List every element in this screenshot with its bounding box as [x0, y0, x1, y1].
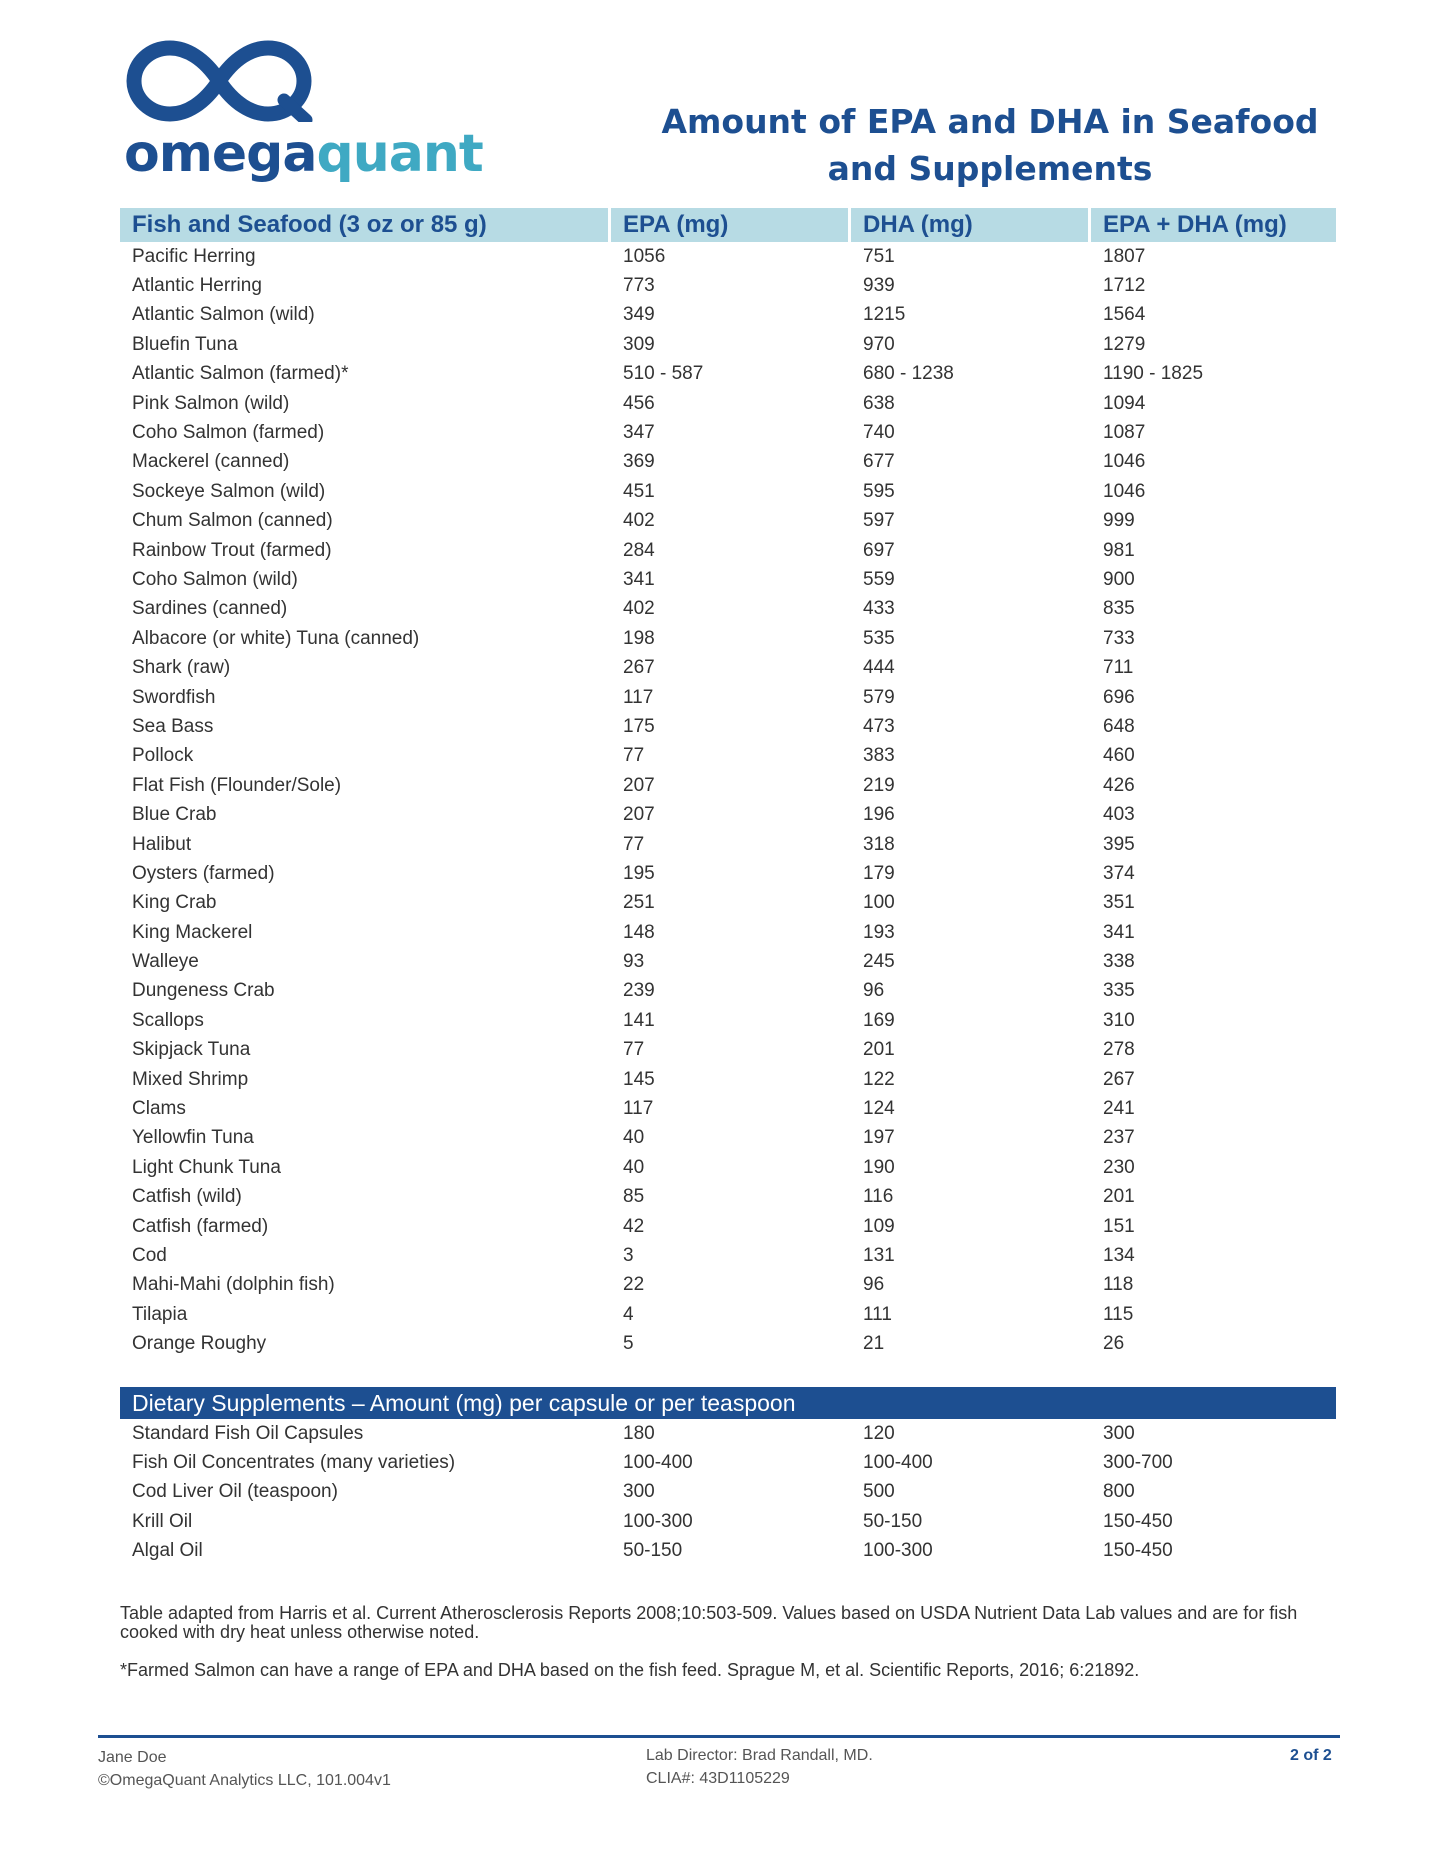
total-value: 278 — [1103, 1039, 1135, 1061]
total-value: 696 — [1103, 686, 1135, 708]
item-name: Mixed Shrimp — [132, 1068, 249, 1090]
header-dha: DHA (mg) — [851, 208, 1088, 242]
item-name: Albacore (or white) Tuna (canned) — [132, 627, 420, 649]
epa-value: 309 — [623, 333, 655, 355]
table-row — [120, 1300, 1336, 1329]
copyright: ©OmegaQuant Analytics LLC, 101.004v1 — [98, 1772, 391, 1789]
total-value: 403 — [1103, 804, 1135, 826]
item-name: Shark (raw) — [132, 657, 231, 679]
table-row — [120, 301, 1336, 330]
table-row — [120, 1094, 1336, 1123]
table-row — [120, 1241, 1336, 1270]
item-name: Sardines (canned) — [132, 598, 288, 620]
total-value: 26 — [1103, 1333, 1125, 1355]
table-row — [120, 859, 1336, 888]
table-row — [120, 683, 1336, 712]
dha-value: 579 — [863, 686, 895, 708]
omega-symbol-icon — [124, 40, 314, 122]
epa-value: 198 — [623, 627, 655, 649]
table-row — [120, 771, 1336, 800]
dha-value: 318 — [863, 833, 895, 855]
dha-value: 169 — [863, 1009, 895, 1031]
table-row — [120, 1065, 1336, 1094]
footer-middle — [646, 1744, 873, 1790]
dha-value: 96 — [863, 980, 885, 1002]
total-value: 1279 — [1103, 333, 1146, 355]
item-name: Swordfish — [132, 686, 216, 708]
item-name: Sea Bass — [132, 715, 214, 737]
clia-number: CLIA#: 43D1105229 — [646, 1770, 790, 1787]
patient-name: Jane Doe — [98, 1749, 167, 1766]
table-row — [120, 1036, 1336, 1065]
table-row — [120, 418, 1336, 447]
total-value: 237 — [1103, 1127, 1135, 1149]
epa-value: 402 — [623, 598, 655, 620]
dha-value: 697 — [863, 539, 895, 561]
epa-value: 510 - 587 — [623, 363, 704, 385]
item-name: Tilapia — [132, 1303, 188, 1325]
epa-value: 195 — [623, 862, 655, 884]
page-number: 2 of 2 — [1290, 1747, 1332, 1764]
dha-value: 100 — [863, 892, 895, 914]
dha-value: 196 — [863, 804, 895, 826]
seafood-table-header — [120, 208, 1336, 242]
table-row — [120, 536, 1336, 565]
epa-value: 347 — [623, 422, 655, 444]
epa-value: 22 — [623, 1274, 645, 1296]
epa-value: 141 — [623, 1009, 655, 1031]
item-name: Scallops — [132, 1009, 204, 1031]
epa-value: 148 — [623, 921, 655, 943]
epa-value: 100-400 — [623, 1452, 693, 1474]
table-row — [120, 918, 1336, 947]
table-row — [120, 330, 1336, 359]
table-row — [120, 800, 1336, 829]
item-name: Standard Fish Oil Capsules — [132, 1422, 364, 1444]
total-value: 835 — [1103, 598, 1135, 620]
total-value: 999 — [1103, 510, 1135, 532]
dha-value: 100-300 — [863, 1540, 933, 1562]
dha-value: 597 — [863, 510, 895, 532]
total-value: 115 — [1103, 1303, 1134, 1325]
table-row — [120, 653, 1336, 682]
total-value: 1094 — [1103, 392, 1146, 414]
epa-value: 207 — [623, 804, 655, 826]
dha-value: 535 — [863, 627, 895, 649]
table-row — [120, 271, 1336, 300]
epa-value: 40 — [623, 1156, 645, 1178]
supplement-row — [120, 1537, 1336, 1566]
dha-value: 179 — [863, 862, 895, 884]
dha-value: 193 — [863, 921, 895, 943]
epa-value: 369 — [623, 451, 655, 473]
dha-value: 245 — [863, 951, 895, 973]
total-value: 230 — [1103, 1156, 1135, 1178]
dha-value: 677 — [863, 451, 895, 473]
item-name: Fish Oil Concentrates (many varieties) — [132, 1452, 456, 1474]
total-value: 1087 — [1103, 422, 1146, 444]
item-name: Algal Oil — [132, 1540, 203, 1562]
epa-value: 349 — [623, 304, 655, 326]
item-name: Bluefin Tuna — [132, 333, 238, 355]
total-value: 300-700 — [1103, 1452, 1173, 1474]
total-value: 648 — [1103, 715, 1135, 737]
supplement-row — [120, 1507, 1336, 1536]
item-name: Atlantic Salmon (farmed)* — [132, 363, 349, 385]
item-name: Cod Liver Oil (teaspoon) — [132, 1481, 338, 1503]
epa-value: 239 — [623, 980, 655, 1002]
dha-value: 595 — [863, 480, 895, 502]
total-value: 426 — [1103, 774, 1135, 796]
dha-value: 21 — [863, 1333, 885, 1355]
epa-value: 251 — [623, 892, 655, 914]
epa-value: 145 — [623, 1068, 655, 1090]
item-name: King Crab — [132, 892, 217, 914]
logo-word-quant: quant — [316, 124, 483, 184]
item-name: Pacific Herring — [132, 245, 256, 267]
epa-value: 402 — [623, 510, 655, 532]
table-row — [120, 1006, 1336, 1035]
item-name: Dungeness Crab — [132, 980, 275, 1002]
total-value: 1190 - 1825 — [1103, 363, 1204, 385]
total-value: 711 — [1103, 657, 1134, 679]
table-row — [120, 1124, 1336, 1153]
table-row — [120, 595, 1336, 624]
dha-value: 638 — [863, 392, 895, 414]
epa-value: 100-300 — [623, 1510, 693, 1532]
dha-value: 120 — [863, 1422, 895, 1444]
total-value: 300 — [1103, 1422, 1135, 1444]
total-value: 1712 — [1103, 275, 1146, 297]
dha-value: 111 — [863, 1303, 892, 1325]
dha-value: 740 — [863, 422, 895, 444]
total-value: 341 — [1103, 921, 1135, 943]
table-row — [120, 977, 1336, 1006]
dha-value: 559 — [863, 568, 895, 590]
table-row — [120, 565, 1336, 594]
omegaquant-logo — [124, 40, 483, 190]
logo-wordmark — [124, 124, 483, 184]
source-note: Table adapted from Harris et al. Current Atherosclerosis Reports 2008;10:503-509. Values based on USDA Nutrient Data Lab values and are for fish cooked with dry heat unless otherwise noted. — [120, 1603, 1298, 1642]
table-row — [120, 1271, 1336, 1300]
dha-value: 100-400 — [863, 1452, 933, 1474]
epa-value: 341 — [623, 568, 655, 590]
item-name: Atlantic Salmon (wild) — [132, 304, 315, 326]
dha-value: 50-150 — [863, 1510, 923, 1532]
epa-value: 85 — [623, 1186, 645, 1208]
table-row — [120, 1183, 1336, 1212]
page-title — [640, 98, 1340, 192]
total-value: 374 — [1103, 862, 1135, 884]
item-name: Coho Salmon (farmed) — [132, 422, 325, 444]
epa-value: 456 — [623, 392, 655, 414]
item-name: Clams — [132, 1098, 186, 1120]
supplement-row — [120, 1478, 1336, 1507]
header-fish: Fish and Seafood (3 oz or 85 g) — [120, 208, 608, 242]
total-value: 310 — [1103, 1009, 1135, 1031]
total-value: 267 — [1103, 1068, 1135, 1090]
table-row — [120, 389, 1336, 418]
total-value: 151 — [1103, 1215, 1135, 1237]
item-name: Cod — [132, 1244, 167, 1266]
epa-value: 117 — [623, 1098, 654, 1120]
supplements-header: Dietary Supplements – Amount (mg) per capsule or per teaspoon — [120, 1387, 1336, 1419]
title-line-1: Amount of EPA and DHA in Seafood — [661, 102, 1319, 141]
dha-value: 131 — [863, 1244, 895, 1266]
table-row — [120, 947, 1336, 976]
supplement-row — [120, 1448, 1336, 1477]
total-value: 395 — [1103, 833, 1135, 855]
table-row — [120, 624, 1336, 653]
dha-value: 1215 — [863, 304, 906, 326]
epa-value: 4 — [623, 1303, 634, 1325]
total-value: 201 — [1103, 1186, 1135, 1208]
dha-value: 500 — [863, 1481, 895, 1503]
epa-value: 3 — [623, 1244, 634, 1266]
table-row — [120, 1153, 1336, 1182]
dha-value: 219 — [863, 774, 895, 796]
total-value: 150-450 — [1103, 1510, 1173, 1532]
total-value: 241 — [1103, 1098, 1135, 1120]
table-row — [120, 360, 1336, 389]
table-row — [120, 448, 1336, 477]
item-name: Flat Fish (Flounder/Sole) — [132, 774, 342, 796]
dha-value: 122 — [863, 1068, 895, 1090]
total-value: 1046 — [1103, 480, 1146, 502]
dha-value: 444 — [863, 657, 895, 679]
epa-value: 267 — [623, 657, 655, 679]
item-name: King Mackerel — [132, 921, 253, 943]
dha-value: 433 — [863, 598, 895, 620]
total-value: 118 — [1103, 1274, 1134, 1296]
item-name: Catfish (farmed) — [132, 1215, 269, 1237]
epa-value: 180 — [623, 1422, 655, 1444]
header-epa: EPA (mg) — [611, 208, 848, 242]
table-row — [120, 507, 1336, 536]
item-name: Krill Oil — [132, 1510, 193, 1532]
total-value: 134 — [1103, 1244, 1135, 1266]
table-row — [120, 830, 1336, 859]
table-row — [120, 889, 1336, 918]
table-row — [120, 742, 1336, 771]
dha-value: 96 — [863, 1274, 885, 1296]
dha-value: 751 — [863, 245, 895, 267]
dha-value: 116 — [863, 1186, 894, 1208]
table-row — [120, 1212, 1336, 1241]
seafood-table — [120, 208, 1336, 1359]
item-name: Mahi-Mahi (dolphin fish) — [132, 1274, 335, 1296]
total-value: 150-450 — [1103, 1540, 1173, 1562]
dha-value: 970 — [863, 333, 895, 355]
title-line-2: and Supplements — [827, 149, 1153, 188]
item-name: Mackerel (canned) — [132, 451, 290, 473]
epa-value: 77 — [623, 1039, 645, 1061]
epa-value: 1056 — [623, 245, 666, 267]
dha-value: 197 — [863, 1127, 895, 1149]
dha-value: 109 — [863, 1215, 895, 1237]
footer-divider — [98, 1735, 1340, 1738]
total-value: 460 — [1103, 745, 1135, 767]
epa-value: 773 — [623, 275, 655, 297]
table-row — [120, 1329, 1336, 1358]
epa-value: 117 — [623, 686, 654, 708]
total-value: 900 — [1103, 568, 1135, 590]
total-value: 733 — [1103, 627, 1135, 649]
table-row — [120, 477, 1336, 506]
item-name: Walleye — [132, 951, 199, 973]
logo-word-omega: omega — [124, 124, 317, 184]
total-value: 335 — [1103, 980, 1135, 1002]
total-value: 981 — [1103, 539, 1135, 561]
epa-value: 300 — [623, 1481, 655, 1503]
item-name: Oysters (farmed) — [132, 862, 275, 884]
header-epa-dha: EPA + DHA (mg) — [1091, 208, 1336, 242]
epa-value: 77 — [623, 833, 645, 855]
total-value: 1564 — [1103, 304, 1146, 326]
item-name: Catfish (wild) — [132, 1186, 242, 1208]
item-name: Chum Salmon (canned) — [132, 510, 333, 532]
dha-value: 201 — [863, 1039, 895, 1061]
item-name: Orange Roughy — [132, 1333, 267, 1355]
dha-value: 190 — [863, 1156, 895, 1178]
item-name: Sockeye Salmon (wild) — [132, 480, 326, 502]
item-name: Light Chunk Tuna — [132, 1156, 281, 1178]
total-value: 800 — [1103, 1481, 1135, 1503]
total-value: 351 — [1103, 892, 1135, 914]
epa-value: 451 — [623, 480, 655, 502]
supplement-row — [120, 1419, 1336, 1448]
epa-value: 93 — [623, 951, 645, 973]
dha-value: 124 — [863, 1098, 895, 1120]
item-name: Blue Crab — [132, 804, 217, 826]
item-name: Atlantic Herring — [132, 275, 262, 297]
item-name: Rainbow Trout (farmed) — [132, 539, 332, 561]
seafood-table-body — [120, 242, 1336, 1359]
epa-value: 175 — [623, 715, 655, 737]
epa-value: 5 — [623, 1333, 634, 1355]
dha-value: 383 — [863, 745, 895, 767]
epa-value: 77 — [623, 745, 645, 767]
table-row — [120, 242, 1336, 271]
item-name: Pink Salmon (wild) — [132, 392, 290, 414]
item-name: Coho Salmon (wild) — [132, 568, 298, 590]
dha-value: 939 — [863, 275, 895, 297]
item-name: Pollock — [132, 745, 194, 767]
item-name: Halibut — [132, 833, 192, 855]
total-value: 1046 — [1103, 451, 1146, 473]
epa-value: 207 — [623, 774, 655, 796]
epa-value: 50-150 — [623, 1540, 683, 1562]
lab-director: Lab Director: Brad Randall, MD. — [646, 1747, 873, 1764]
dha-value: 680 - 1238 — [863, 363, 954, 385]
supplements-table — [120, 1419, 1336, 1566]
epa-value: 42 — [623, 1215, 645, 1237]
total-value: 1807 — [1103, 245, 1146, 267]
farmed-salmon-note: *Farmed Salmon can have a range of EPA and DHA based on the fish feed. Sprague M, et al. Scientific Reports, 2016; 6:21892. — [120, 1660, 1140, 1680]
dha-value: 473 — [863, 715, 895, 737]
footer-left — [98, 1746, 391, 1792]
total-value: 338 — [1103, 951, 1135, 973]
table-row — [120, 712, 1336, 741]
item-name: Yellowfin Tuna — [132, 1127, 254, 1149]
epa-value: 284 — [623, 539, 655, 561]
epa-value: 40 — [623, 1127, 645, 1149]
item-name: Skipjack Tuna — [132, 1039, 251, 1061]
